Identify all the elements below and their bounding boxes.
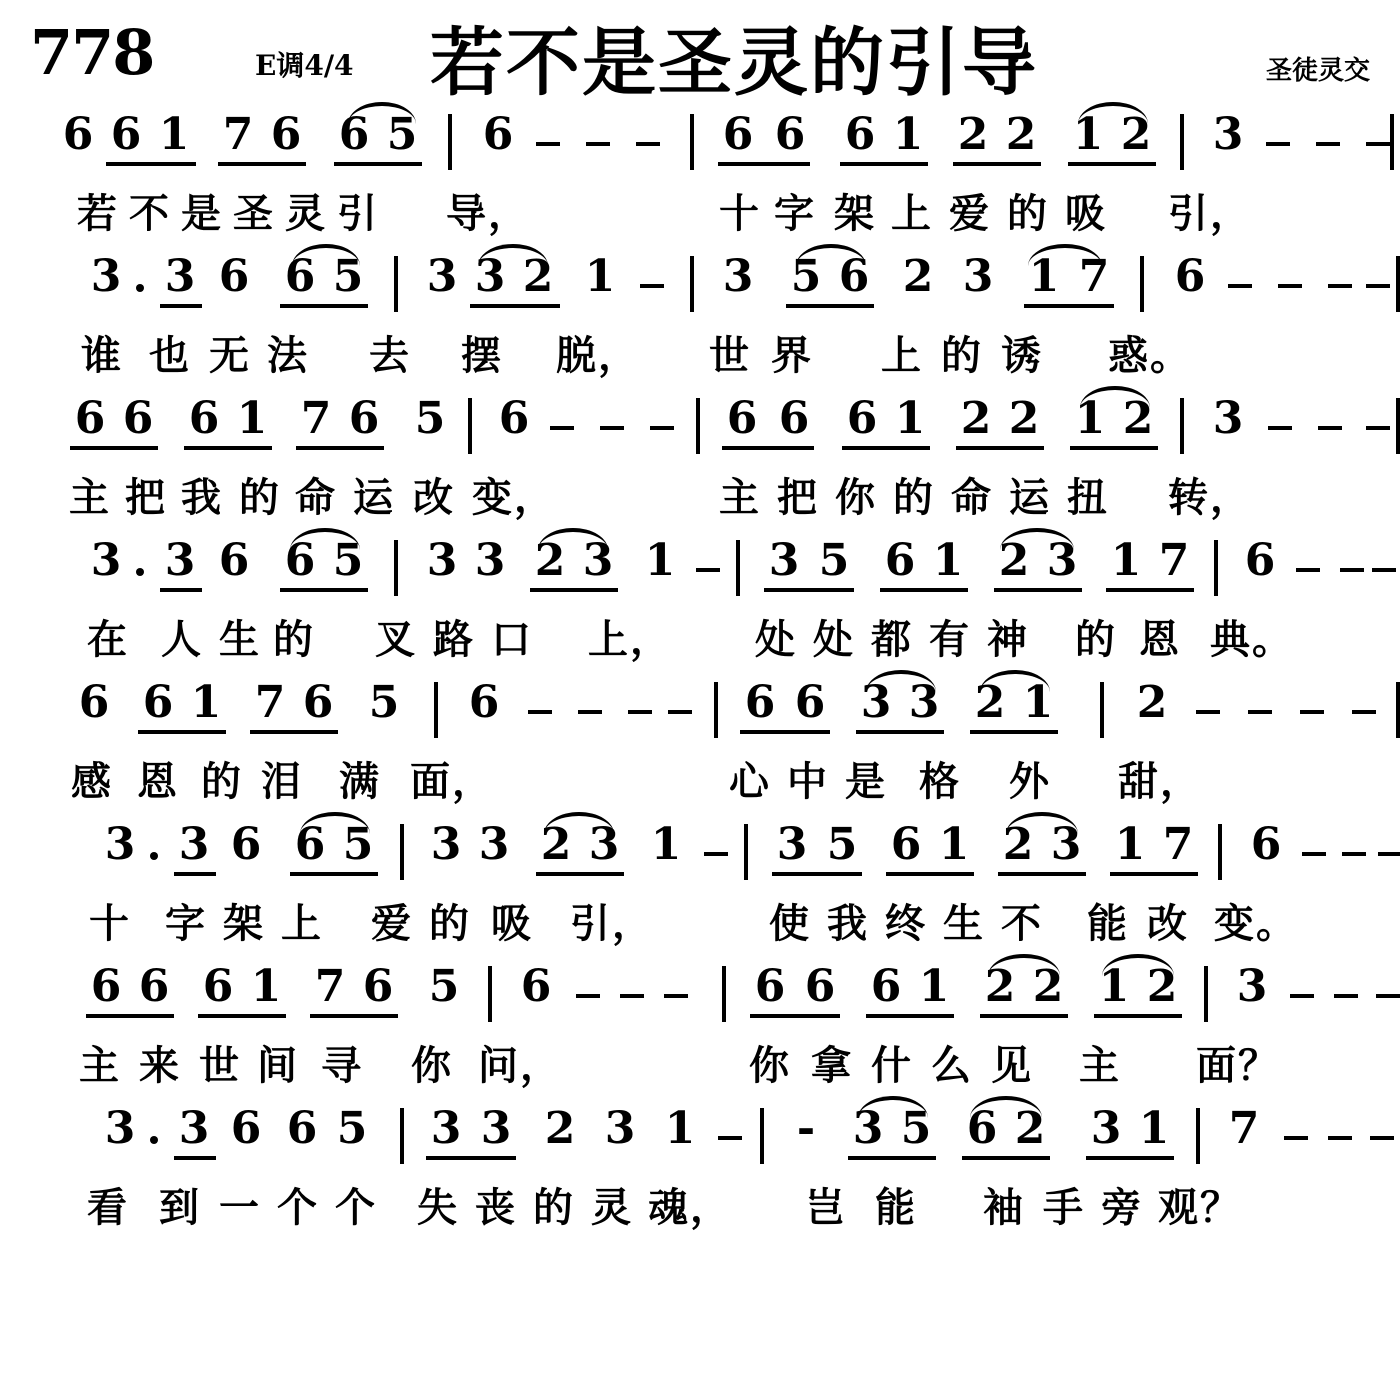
note: 3	[104, 819, 136, 870]
note: 3	[164, 251, 196, 302]
lyric-syllable: 把	[125, 475, 167, 521]
lyric-syllable: 灵	[591, 1185, 633, 1231]
lyric-syllable: 的	[893, 475, 935, 521]
lyric-syllable: 能	[1087, 901, 1129, 947]
lyric-syllable: 改	[413, 475, 455, 521]
note: 7	[300, 393, 332, 444]
lyric-syllable: 若	[77, 191, 119, 237]
lyric-syllable: 主	[79, 1043, 121, 1089]
lyric-syllable: 命	[295, 475, 337, 521]
note: 2	[1014, 1103, 1046, 1154]
note: 1	[938, 819, 970, 870]
note: 1	[1074, 393, 1106, 444]
lyric-syllable: 看	[87, 1185, 129, 1231]
system-2	[28, 250, 1372, 386]
note: 6	[482, 109, 514, 160]
hymn-number: 778	[30, 16, 154, 89]
lyric-syllable: 运	[353, 475, 395, 521]
note: 3	[430, 819, 462, 870]
lyric-syllable: 法	[267, 333, 309, 379]
note: 5	[342, 819, 374, 870]
lyric-syllable: 处	[755, 617, 797, 663]
system-7	[28, 960, 1372, 1096]
lyric-syllable: 满	[339, 759, 381, 805]
lyric-syllable: 中	[787, 759, 829, 805]
lyric-syllable: 心	[729, 759, 771, 805]
note: 2	[1032, 961, 1064, 1012]
lyric-syllable: 无	[209, 333, 251, 379]
lyric-syllable: 生	[219, 617, 261, 663]
lyric-syllable: 么	[931, 1043, 973, 1089]
note: 6	[754, 961, 786, 1012]
lyric-syllable: 口	[491, 617, 533, 663]
note: 2	[1008, 393, 1040, 444]
note: 6	[230, 819, 262, 870]
lyric-syllable: 什	[871, 1043, 913, 1089]
lyric-syllable: 导，	[446, 191, 530, 237]
lyric-syllable: 你	[411, 1043, 453, 1089]
note: 6	[774, 109, 806, 160]
note: 6	[520, 961, 552, 1012]
note: 2	[1005, 109, 1037, 160]
score-body	[0, 108, 1400, 1238]
lyric-row	[28, 750, 1372, 812]
lyric-syllable: 的	[201, 759, 243, 805]
system-8	[28, 1102, 1372, 1238]
note: 6	[188, 393, 220, 444]
note: 2	[984, 961, 1016, 1012]
lyric-syllable: 我	[827, 901, 869, 947]
lyric-syllable: 个	[335, 1185, 377, 1231]
note: 6	[78, 677, 110, 728]
note: 3	[480, 1103, 512, 1154]
lyric-syllable: 转，	[1168, 475, 1252, 521]
lyric-syllable: 叉	[375, 617, 417, 663]
lyric-syllable: 主	[719, 475, 761, 521]
note: 6	[870, 961, 902, 1012]
lyric-syllable: 泪	[261, 759, 303, 805]
lyric-syllable: 手	[1043, 1185, 1085, 1231]
note: 6	[284, 535, 316, 586]
note: 5	[428, 961, 460, 1012]
note: 3	[582, 535, 614, 586]
note: 3	[1236, 961, 1268, 1012]
lyric-syllable: 架	[834, 191, 876, 237]
lyric-syllable: 字	[774, 191, 816, 237]
note: 6	[202, 961, 234, 1012]
note: 3	[104, 1103, 136, 1154]
note: 5	[386, 109, 418, 160]
note: 1	[1138, 1103, 1170, 1154]
note: 5	[826, 819, 858, 870]
note: 1	[894, 393, 926, 444]
note: 5	[332, 535, 364, 586]
note: 1	[664, 1103, 696, 1154]
lyric-syllable: 把	[777, 475, 819, 521]
lyric-syllable: 变，	[472, 475, 556, 521]
lyric-syllable: 扭	[1067, 475, 1109, 521]
note: 3	[852, 1103, 884, 1154]
lyric-syllable: 见	[991, 1043, 1033, 1089]
lyric-syllable: 上	[881, 333, 923, 379]
lyric-syllable: 的	[239, 475, 281, 521]
note: 6	[838, 251, 870, 302]
note: 2	[522, 251, 554, 302]
note: 5	[900, 1103, 932, 1154]
note: 2	[544, 1103, 576, 1154]
note: 6	[884, 535, 916, 586]
note: 1	[1110, 535, 1142, 586]
lyric-syllable: 的	[273, 617, 315, 663]
note: 2	[1002, 819, 1034, 870]
note: 3	[962, 251, 994, 302]
notation-row	[28, 250, 1372, 324]
note: 2	[960, 393, 992, 444]
note: 6	[218, 251, 250, 302]
lyric-syllable: 引	[337, 191, 379, 237]
note: 3	[768, 535, 800, 586]
lyric-syllable: 甜，	[1118, 759, 1202, 805]
lyric-syllable: 拿	[811, 1043, 853, 1089]
note: 3	[604, 1103, 636, 1154]
lyric-syllable: 的	[941, 333, 983, 379]
note: 7	[222, 109, 254, 160]
note: 6	[338, 109, 370, 160]
notation-row	[28, 960, 1372, 1034]
note: 7	[254, 677, 286, 728]
lyric-syllable: 神	[987, 617, 1029, 663]
note: 3	[426, 535, 458, 586]
lyric-syllable: 处	[813, 617, 855, 663]
note: 1	[892, 109, 924, 160]
note: 6	[890, 819, 922, 870]
lyric-syllable: 感	[71, 759, 113, 805]
lyric-syllable: 你	[749, 1043, 791, 1089]
lyric-syllable: 你	[835, 475, 877, 521]
note: 1	[1022, 677, 1054, 728]
lyric-syllable: 终	[885, 901, 927, 947]
lyric-syllable: 面？	[1196, 1043, 1280, 1089]
note: 6	[1250, 819, 1282, 870]
lyric-syllable: 个	[277, 1185, 319, 1231]
note: 6	[138, 961, 170, 1012]
note: 3	[90, 251, 122, 302]
lyric-syllable: 命	[951, 475, 993, 521]
note: 3	[776, 819, 808, 870]
lyric-syllable: 典。	[1210, 617, 1294, 663]
lyric-syllable: 去	[369, 333, 411, 379]
note: 6	[348, 393, 380, 444]
lyric-syllable: 恩	[1139, 617, 1181, 663]
note: 7	[1158, 535, 1190, 586]
lyric-syllable: 岂	[805, 1185, 847, 1231]
note: 3	[90, 535, 122, 586]
lyric-syllable: 的	[1075, 617, 1117, 663]
note: 2	[957, 109, 989, 160]
lyric-syllable: 丧	[475, 1185, 517, 1231]
system-4	[28, 534, 1372, 670]
lyric-row	[28, 324, 1372, 386]
note: 6	[74, 393, 106, 444]
note: 7	[1162, 819, 1194, 870]
lyric-syllable: 生	[943, 901, 985, 947]
note: 3	[474, 535, 506, 586]
note: 6	[778, 393, 810, 444]
lyric-syllable: 上	[891, 191, 933, 237]
note: 1	[650, 819, 682, 870]
lyric-syllable: 间	[257, 1043, 299, 1089]
note: 7	[1078, 251, 1110, 302]
lyric-row	[28, 466, 1372, 528]
note: 3	[1212, 393, 1244, 444]
note: 5	[818, 535, 850, 586]
note: 6	[1244, 535, 1276, 586]
note: 2	[974, 677, 1006, 728]
lyric-syllable: 观？	[1158, 1185, 1242, 1231]
note: 5	[336, 1103, 368, 1154]
note: 6	[110, 109, 142, 160]
lyric-syllable: 引，	[570, 901, 654, 947]
lyric-syllable: 引，	[1168, 191, 1252, 237]
note: 6	[1174, 251, 1206, 302]
lyric-row	[28, 1034, 1372, 1096]
note: 6	[468, 677, 500, 728]
lyric-syllable: 人	[161, 617, 203, 663]
note: 3	[426, 251, 458, 302]
lyric-row	[28, 1176, 1372, 1238]
lyric-row	[28, 892, 1372, 954]
lyric-syllable: 我	[181, 475, 223, 521]
note: 2	[902, 251, 934, 302]
lyric-syllable: 吸	[491, 901, 533, 947]
note: 6	[722, 109, 754, 160]
note: 2	[998, 535, 1030, 586]
lyric-syllable: 寻	[321, 1043, 363, 1089]
lyric-syllable: 改	[1147, 901, 1189, 947]
note: 3	[722, 251, 754, 302]
note: 1	[158, 109, 190, 160]
lyric-syllable: 变。	[1214, 901, 1298, 947]
note: 3	[860, 677, 892, 728]
note: 6	[302, 677, 334, 728]
lyric-syllable: 是	[845, 759, 887, 805]
note: 6	[726, 393, 758, 444]
lyric-syllable: 圣	[233, 191, 275, 237]
note: 2	[540, 819, 572, 870]
lyric-syllable: 是	[181, 191, 223, 237]
lyric-syllable: 外	[1009, 759, 1051, 805]
note: 6	[846, 393, 878, 444]
note: 2	[1146, 961, 1178, 1012]
hymn-header	[0, 0, 1400, 108]
lyric-syllable: 十	[719, 191, 761, 237]
lyric-syllable: 上	[281, 901, 323, 947]
lyric-syllable: 问，	[478, 1043, 562, 1089]
note: 2	[534, 535, 566, 586]
notation-row	[28, 1102, 1372, 1176]
note: 6	[362, 961, 394, 1012]
note: 6	[230, 1103, 262, 1154]
note: 5	[332, 251, 364, 302]
note: 6	[286, 1103, 318, 1154]
lyric-syllable: 袖	[983, 1185, 1025, 1231]
lyric-syllable: 字	[165, 901, 207, 947]
lyric-syllable: 能	[875, 1185, 917, 1231]
note: 6	[498, 393, 530, 444]
lyric-syllable: 都	[871, 617, 913, 663]
note: 7	[314, 961, 346, 1012]
lyric-syllable: 也	[149, 333, 191, 379]
note: 6	[966, 1103, 998, 1154]
lyric-syllable: 旁	[1101, 1185, 1143, 1231]
lyric-syllable: 到	[159, 1185, 201, 1231]
lyric-syllable: 的	[533, 1185, 575, 1231]
note: 1	[1114, 819, 1146, 870]
lyric-syllable: 不	[1001, 901, 1043, 947]
note: 3	[474, 251, 506, 302]
lyric-syllable: 主	[1079, 1043, 1121, 1089]
note: 6	[294, 819, 326, 870]
note: 6	[794, 677, 826, 728]
note: 3	[588, 819, 620, 870]
lyric-syllable: 诱	[1001, 333, 1043, 379]
lyric-syllable: 上，	[588, 617, 672, 663]
lyric-row	[28, 608, 1372, 670]
note: 1	[236, 393, 268, 444]
note: 1	[918, 961, 950, 1012]
note: 1	[584, 251, 616, 302]
note: 3	[430, 1103, 462, 1154]
lyric-syllable: 谁	[81, 333, 123, 379]
note: 2	[1120, 109, 1152, 160]
notation-row	[28, 676, 1372, 750]
note: 2	[1122, 393, 1154, 444]
note: 1	[190, 677, 222, 728]
lyric-syllable: 恩	[137, 759, 179, 805]
author-credit: 圣徒灵交	[1265, 56, 1370, 86]
note: 3	[1046, 535, 1078, 586]
lyric-row	[28, 182, 1372, 244]
lyric-syllable: 使	[769, 901, 811, 947]
note: 6	[284, 251, 316, 302]
note: 6	[270, 109, 302, 160]
note: 3	[178, 1103, 210, 1154]
lyric-syllable: 来	[139, 1043, 181, 1089]
lyric-syllable: 的	[1007, 191, 1049, 237]
lyric-syllable: 爱	[371, 901, 413, 947]
note: 1	[1072, 109, 1104, 160]
lyric-syllable: 魂，	[648, 1185, 732, 1231]
note: 3	[1212, 109, 1244, 160]
note: 6	[844, 109, 876, 160]
lyric-syllable: 有	[929, 617, 971, 663]
note: 1	[1098, 961, 1130, 1012]
lyric-syllable: 世	[709, 333, 751, 379]
note: 1	[644, 535, 676, 586]
note: 2	[1136, 677, 1168, 728]
lyric-syllable: 灵	[285, 191, 327, 237]
lyric-syllable: 不	[129, 191, 171, 237]
lyric-syllable: 摆	[461, 333, 503, 379]
lyric-syllable: 爱	[949, 191, 991, 237]
lyric-syllable: 吸	[1065, 191, 1107, 237]
lyric-syllable: 界	[771, 333, 813, 379]
lyric-syllable: 一	[219, 1185, 261, 1231]
note: 6	[90, 961, 122, 1012]
notation-row	[28, 108, 1372, 182]
lyric-syllable: 脱，	[556, 333, 640, 379]
note: 3	[478, 819, 510, 870]
note: 6	[122, 393, 154, 444]
lyric-syllable: 面，	[410, 759, 494, 805]
lyric-syllable: 十	[89, 901, 131, 947]
lyric-syllable: 惑。	[1108, 333, 1192, 379]
lyric-syllable: 路	[433, 617, 475, 663]
system-3	[28, 392, 1372, 528]
note: 6	[744, 677, 776, 728]
note: 5	[368, 677, 400, 728]
note: 3	[1050, 819, 1082, 870]
system-1	[28, 108, 1372, 244]
notation-row	[28, 818, 1372, 892]
note: 7	[1228, 1103, 1260, 1154]
note: 1	[932, 535, 964, 586]
note: 1	[1028, 251, 1060, 302]
note: 5	[790, 251, 822, 302]
note: 3	[908, 677, 940, 728]
lyric-syllable: 主	[69, 475, 111, 521]
note: 6	[142, 677, 174, 728]
note: 5	[414, 393, 446, 444]
note: 6	[218, 535, 250, 586]
note: 3	[178, 819, 210, 870]
key-signature: E调4/4	[255, 49, 354, 82]
note: 6	[804, 961, 836, 1012]
lyric-syllable: 在	[87, 617, 129, 663]
page-title: 若不是圣灵的引导	[430, 20, 1038, 106]
lyric-syllable: 格	[919, 759, 961, 805]
note: -	[796, 1103, 816, 1154]
lyric-syllable: 失	[417, 1185, 459, 1231]
notation-row	[28, 392, 1372, 466]
note: 1	[250, 961, 282, 1012]
lyric-syllable: 架	[223, 901, 265, 947]
note: 3	[164, 535, 196, 586]
lyric-syllable: 的	[429, 901, 471, 947]
notation-row	[28, 534, 1372, 608]
system-6	[28, 818, 1372, 954]
system-5	[28, 676, 1372, 812]
lyric-syllable: 运	[1009, 475, 1051, 521]
note: 6	[62, 109, 94, 160]
lyric-syllable: 世	[199, 1043, 241, 1089]
note: 3	[1090, 1103, 1122, 1154]
